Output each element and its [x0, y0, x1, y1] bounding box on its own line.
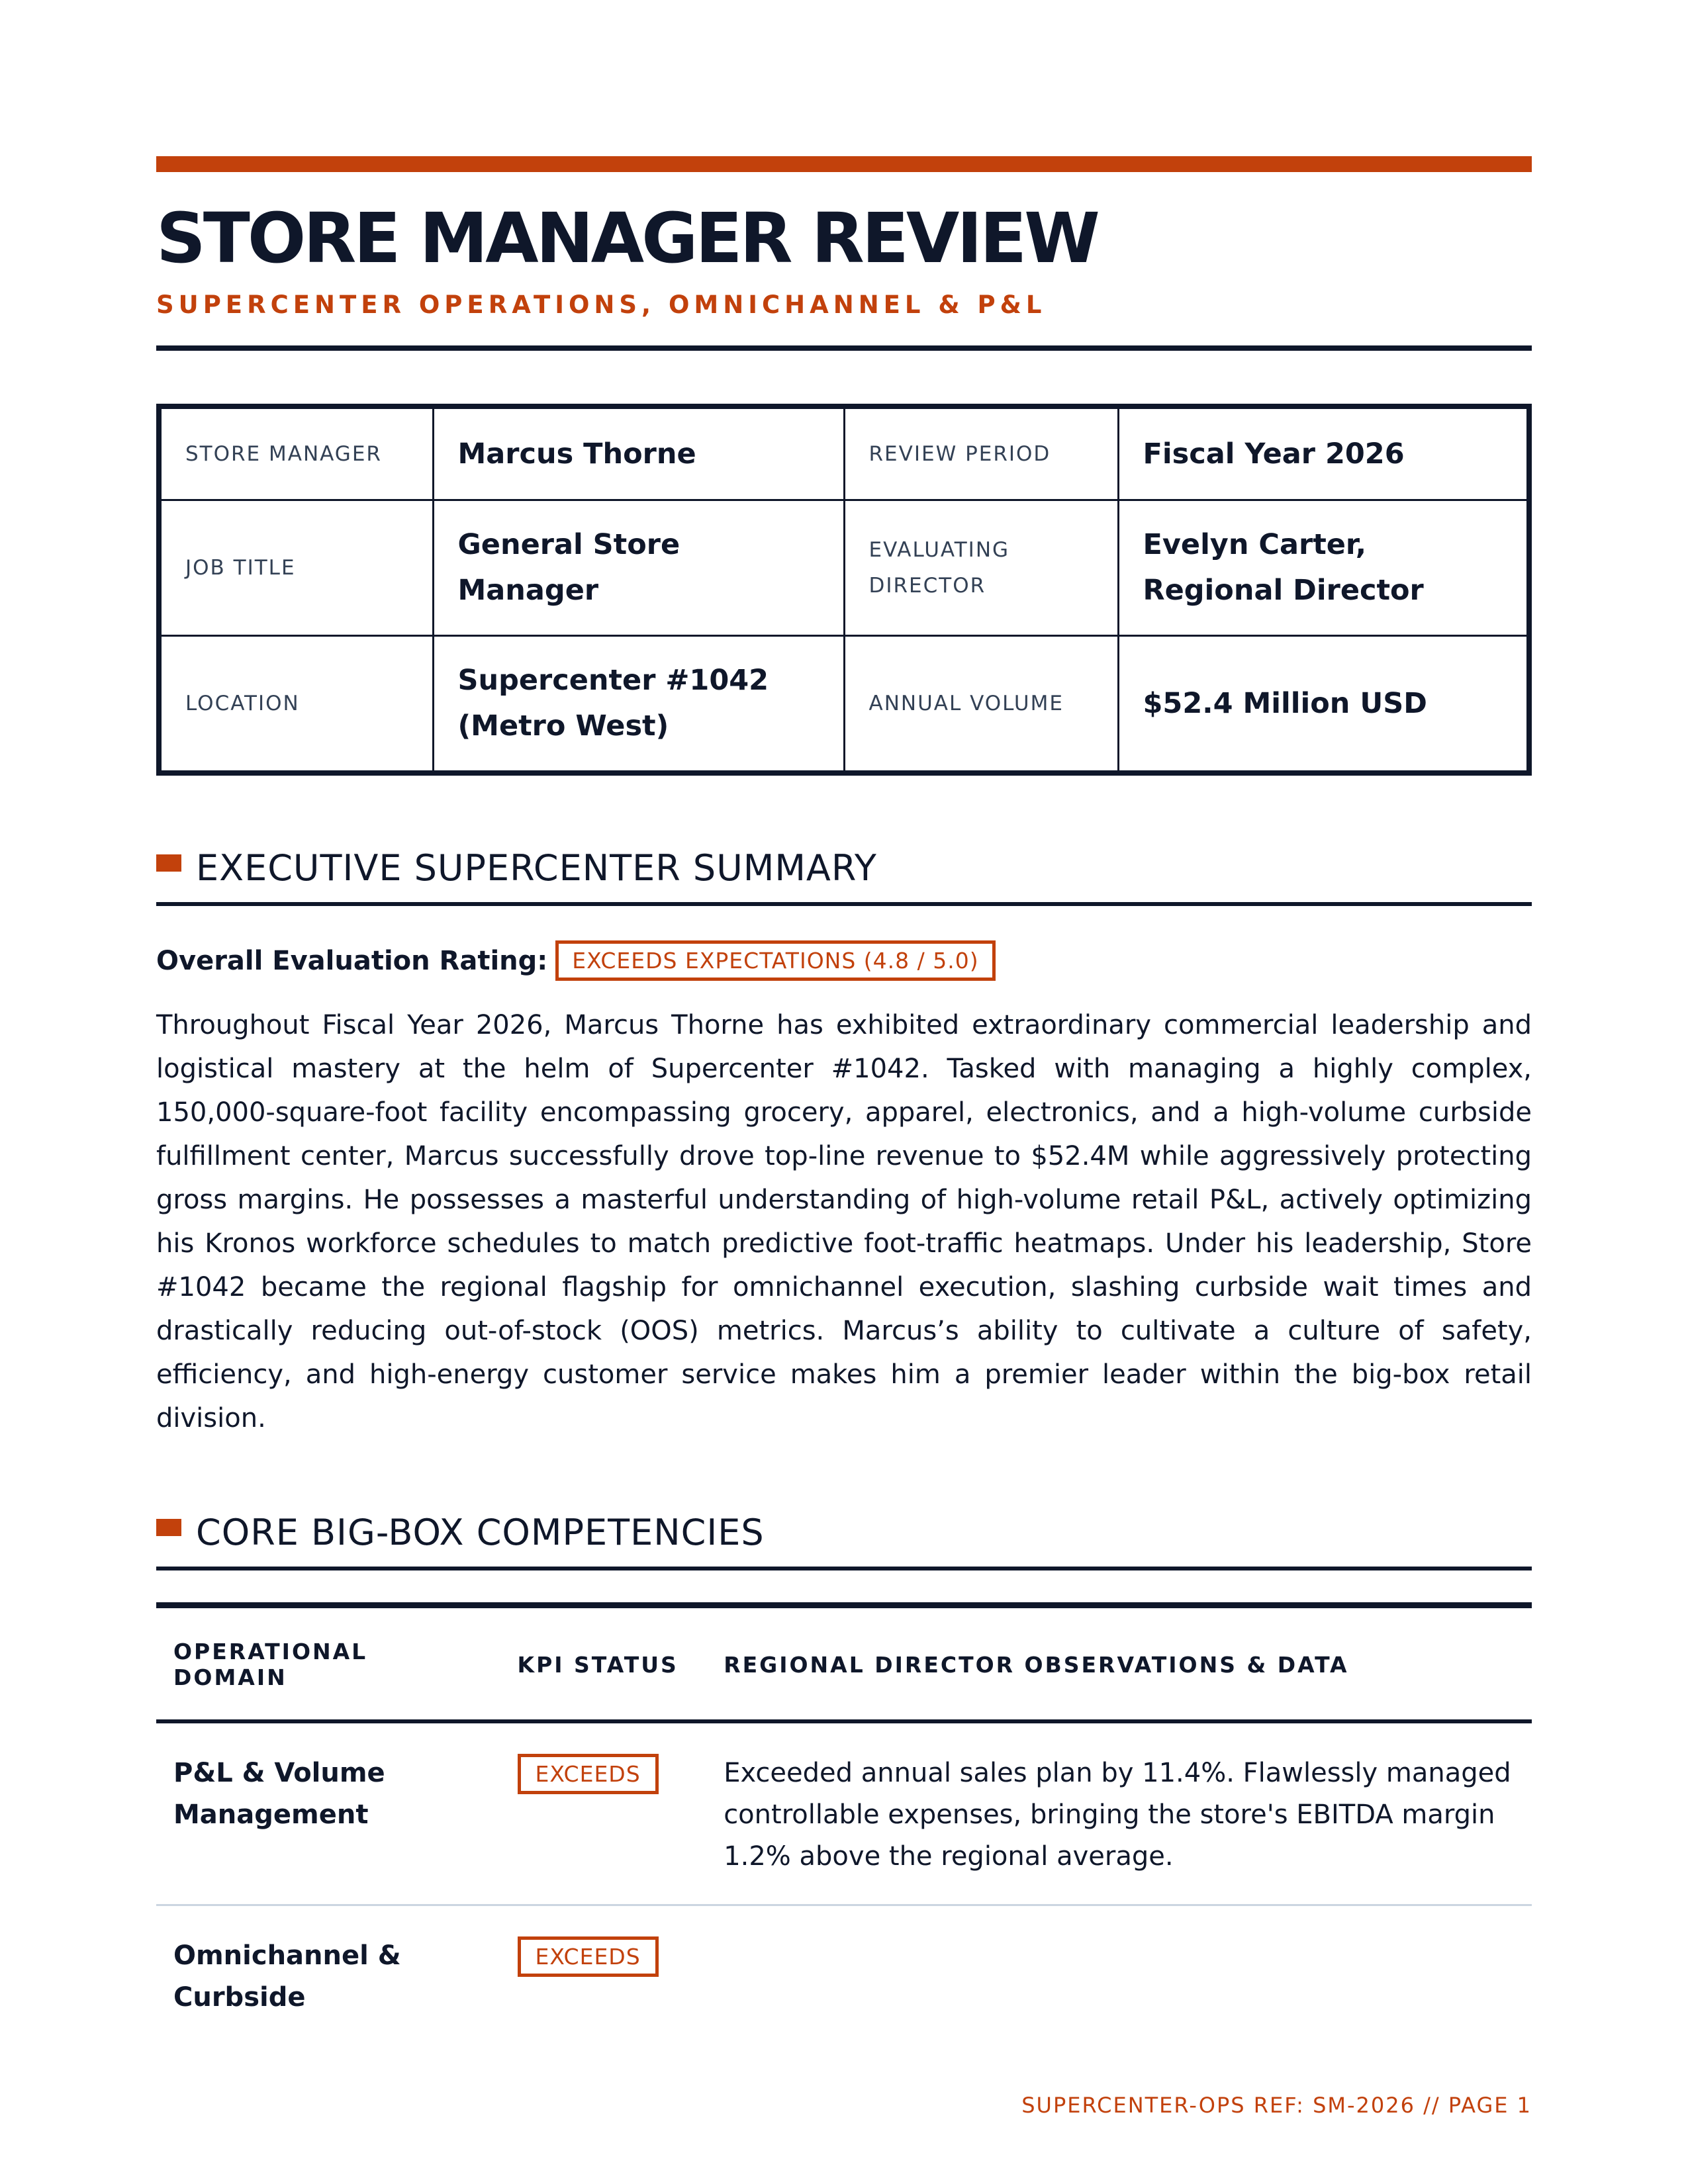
info-label-cell — [844, 406, 1118, 500]
info-label-cell — [159, 500, 433, 636]
section-marker-icon — [156, 1519, 181, 1536]
domain-cell: P&L & Volume Management — [156, 1721, 500, 1905]
summary-section-title: EXECUTIVE SUPERCENTER SUMMARY — [196, 847, 877, 889]
observation-cell: Exceeded annual sales plan by 11.4%. Flawlessly managed controllable expenses, bringing the store's EBITDA margin 1.2% above the regional average. — [706, 1721, 1532, 1905]
title-divider — [156, 345, 1532, 351]
column-header-domain: OPERATIONAL DOMAIN — [156, 1606, 500, 1722]
domain-cell: Omnichannel & Curbside — [173, 1940, 401, 2013]
info-label-cell — [159, 636, 433, 774]
info-value-cell — [1118, 406, 1529, 500]
document-subtitle: SUPERCENTER OPERATIONS, OMNICHANNEL & P&L — [156, 291, 1047, 320]
review-period-label: REVIEW PERIOD — [868, 442, 1051, 467]
store-manager-value: Marcus Thorne — [457, 437, 696, 471]
summary-section-heading — [156, 847, 1532, 889]
job-title-label: JOB TITLE — [185, 556, 296, 580]
column-header-observations: REGIONAL DIRECTOR OBSERVATIONS & DATA — [706, 1606, 1532, 1722]
rating-label: Overall Evaluation Rating: — [156, 945, 548, 976]
info-label-cell — [159, 406, 433, 500]
info-value-cell — [433, 636, 844, 774]
review-period-value: Fiscal Year 2026 — [1143, 437, 1405, 471]
competencies-table — [156, 1602, 1532, 2045]
executive-summary-text: Throughout Fiscal Year 2026, Marcus Thorne has exhibited extraordinary commercial leadership and logistical mastery at the helm of Supercenter #1042. Tasked with managing a highly complex, 150,000-square-foot facility encompassing grocery, apparel, electronics, and a high-volume curbside fulfillment center, Marcus successfully drove top-line revenue to $52.4M while aggressively protecting gross margins. He possesses a masterful understanding of high-volume retail P&L, actively optimizing his Kronos workforce schedules to match predictive foot-traffic heatmaps. Under his leadership, Store #1042 became the regional flagship for omnichannel execution, slashing curbside wait times and drastically reducing out-of-stock (OOS) metrics. Marcus’s ability to cultivate a culture of safety, efficiency, and high-energy customer service makes him a premier leader within the big-box retail division. — [156, 1010, 1532, 1434]
info-value-cell — [433, 406, 844, 500]
table-row — [156, 1905, 1532, 2046]
info-value-cell — [1118, 500, 1529, 636]
observation-cell — [706, 1905, 1532, 2046]
info-label-cell — [844, 500, 1118, 636]
location-label: LOCATION — [185, 692, 300, 716]
section-divider — [156, 902, 1532, 906]
annual-volume-value: $52.4 Million USD — [1143, 686, 1427, 720]
evaluating-director-value: Evelyn Carter, Regional Director — [1143, 528, 1424, 608]
document-title: STORE MANAGER REVIEW — [156, 198, 1098, 279]
job-title-value: General Store Manager — [457, 528, 680, 608]
location-value: Supercenter #1042 (Metro West) — [457, 664, 769, 743]
info-label-cell — [844, 636, 1118, 774]
review-page — [156, 156, 1532, 2045]
annual-volume-label: ANNUAL VOLUME — [868, 692, 1064, 716]
info-value-cell — [1118, 636, 1529, 774]
competencies-section-heading — [156, 1512, 1532, 1553]
overall-rating — [156, 940, 1532, 981]
section-marker-icon — [156, 854, 181, 872]
status-badge: EXCEEDS — [518, 1936, 659, 1977]
competencies-section-title: CORE BIG-BOX COMPETENCIES — [196, 1512, 765, 1554]
status-cell — [500, 1905, 707, 2046]
evaluating-director-label: EVALUATING DIRECTOR — [868, 537, 1010, 598]
status-badge: EXCEEDS — [518, 1754, 659, 1794]
top-accent-bar — [156, 156, 1532, 172]
status-cell — [500, 1721, 707, 1905]
info-value-cell — [433, 500, 844, 636]
employee-info-table — [156, 404, 1532, 776]
section-divider — [156, 1567, 1532, 1570]
column-header-kpi-status: KPI STATUS — [500, 1606, 707, 1722]
rating-badge: EXCEEDS EXPECTATIONS (4.8 / 5.0) — [555, 940, 995, 981]
table-row — [156, 1721, 1532, 1905]
store-manager-label: STORE MANAGER — [185, 442, 382, 467]
page-footer: SUPERCENTER-OPS REF: SM-2026 // PAGE 1 — [1021, 2093, 1532, 2118]
